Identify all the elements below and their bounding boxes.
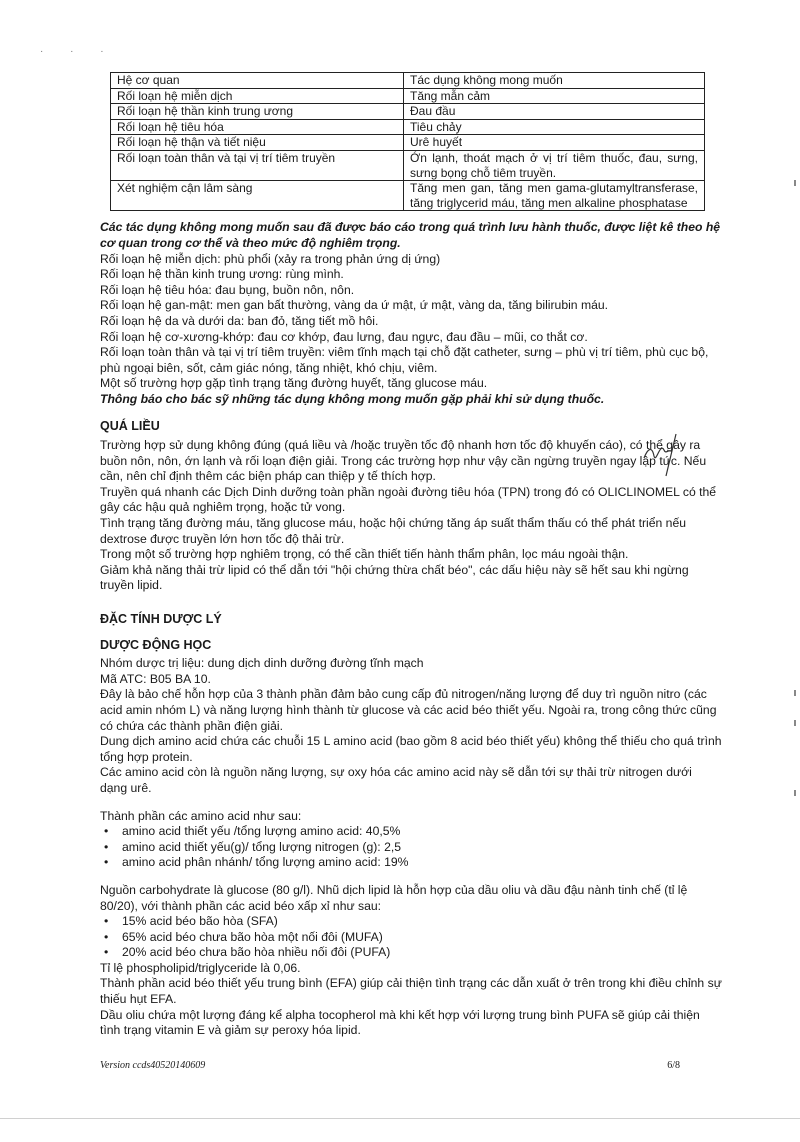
closing-paragraph: Tỉ lệ phospholipid/triglyceride là 0,06. <box>100 960 301 975</box>
side-effects-table <box>110 72 705 211</box>
table-row <box>111 88 705 104</box>
scan-speckles: · · · <box>40 46 116 57</box>
table-cell: Ớn lạnh, thoát mạch ở vị trí tiêm thuốc, đau, sưng, sưng bọng chỗ tiêm truyền. <box>404 150 705 180</box>
overdose-paragraph: Trường hợp sử dụng không đúng (quá liều và /hoặc truyền tốc độ nhanh hơn tốc độ khuyến cáo), có thể gây ra buồn nôn, nôn, ớn lạnh và rối loạn điện giải. Trong các trường hợp như vậy cần ngừng truyền ngay lập tức. Nếu cần, nên chỉ định thêm các biện pháp can thiệp y tế thích hợp. <box>100 438 707 484</box>
list-item: • 20% acid béo chưa bão hòa nhiều nối đôi (PUFA) <box>100 945 722 961</box>
pharmacology-heading: ĐẶC TÍNH DƯỢC LÝ <box>100 612 222 626</box>
scan-mark <box>794 180 796 186</box>
handwritten-signature-icon <box>636 428 696 478</box>
table-cell: Rối loạn hệ miễn dịch <box>111 88 404 104</box>
scan-edge-line <box>0 1118 800 1119</box>
list-item: Một số trường hợp gặp tình trạng tăng đường huyết, tăng glucose máu. <box>100 376 488 391</box>
list-item: • amino acid thiết yếu(g)/ tổng lượng nitrogen (g): 2,5 <box>100 840 722 856</box>
table-cell: Urê huyết <box>404 135 705 151</box>
list-item: Rối loạn hệ gan-mật: men gan bất thường, vàng da ứ mật, ứ mật, vàng da, tăng bilirubin máu. <box>100 298 609 313</box>
amino-intro: Thành phần các amino acid như sau: <box>100 808 302 823</box>
table-cell: Rối loạn hệ tiêu hóa <box>111 119 404 135</box>
amino-acid-list <box>100 824 722 871</box>
list-item: Rối loạn hệ tiêu hóa: đau bụng, buồn nôn, nôn. <box>100 282 355 297</box>
overdose-paragraph: Trong một số trường hợp nghiêm trọng, có thể cần thiết tiến hành thẩm phân, lọc máu ngoài thận. <box>100 547 629 562</box>
table-cell: Đau đầu <box>404 104 705 120</box>
table-row <box>111 104 705 120</box>
closing-paragraph: Thành phần acid béo thiết yếu trung bình (EFA) giúp cải thiện tình trạng các dẫn xuất ở trên trong khi điều chỉnh sự thiếu hụt EFA. <box>100 976 722 1007</box>
list-item: Rối loạn toàn thân và tại vị trí tiêm truyền: viêm tĩnh mạch tại chỗ đặt catheter, sưng – phù vị trí tiêm, phù cục bộ, phù ngoại biên, sốt, cảm giác nóng, tăng nhiệt, khó chịu, viêm. <box>100 345 709 375</box>
table-header-cell: Tác dụng không mong muốn <box>404 73 705 89</box>
table-header-row <box>111 73 705 89</box>
table-row <box>111 150 705 180</box>
page-number: 6/8 <box>667 1060 680 1071</box>
table-cell: Tăng men gan, tăng men gama-glutamyltransferase, tăng triglycerid máu, tăng men alkaline phosphatase <box>404 181 705 211</box>
list-item: Rối loạn hệ da và dưới da: ban đỏ, tăng tiết mồ hôi. <box>100 313 379 328</box>
scan-mark <box>794 690 796 696</box>
doctor-notice: Thông báo cho bác sỹ những tác dụng không mong muốn gặp phải khi sử dụng thuốc. <box>100 391 605 406</box>
list-item: • 15% acid béo bão hòa (SFA) <box>100 914 722 930</box>
page-footer <box>100 1060 680 1071</box>
post-marketing-intro: Các tác dụng không mong muốn sau đã được báo cáo trong quá trình lưu hành thuốc, được liệt kê theo hệ cơ quan trong cơ thể và theo mức độ nghiêm trọng. <box>100 220 721 250</box>
pharmacology-paragraph: Dung dịch amino acid chứa các chuỗi 15 L amino acid (bao gồm 8 acid béo thiết yếu) không thể thiếu cho quá trình tổng hợp protein. <box>100 734 722 764</box>
table-row <box>111 181 705 211</box>
scan-mark <box>794 790 796 796</box>
pharmacology-paragraph: Đây là bảo chế hỗn hợp của 3 thành phần đảm bảo cung cấp đủ nitrogen/năng lượng để duy trì nguồn nitro (các acid amin nhóm L) và năng lượng hình thành từ glucose và các acid béo thiết yếu. Ngoài ra, trong công thức cũng có chứa các thành phần điện giải. <box>100 687 717 733</box>
scan-mark <box>794 720 796 726</box>
list-item: • amino acid phân nhánh/ tổng lượng amino acid: 19% <box>100 855 722 871</box>
fatty-acid-list <box>100 914 722 961</box>
table-cell: Tăng mẫn cảm <box>404 88 705 104</box>
version-label: Version ccds40520140609 <box>100 1060 206 1071</box>
table-row <box>111 135 705 151</box>
overdose-paragraph: Truyền quá nhanh các Dịch Dinh dưỡng toàn phần ngoài đường tiêu hóa (TPN) trong đó có OLICLINOMEL có thể gây các hậu quả nghiêm trọng, hoặc tử vong. <box>100 484 717 515</box>
table-cell: Rối loạn toàn thân và tại vị trí tiêm truyền <box>111 150 404 180</box>
overdose-paragraph: Tình trạng tăng đường máu, tăng glucose máu, hoặc hội chứng tăng áp suất thẩm thấu có thể phát triển nếu dextrose được truyền lớn hơn tốc độ thải trừ. <box>100 516 686 546</box>
list-item: • 65% acid béo chưa bão hòa một nối đôi (MUFA) <box>100 930 722 946</box>
overdose-heading: QUÁ LIỀU <box>100 419 160 434</box>
table-cell: Rối loạn hệ thần kinh trung ương <box>111 104 404 120</box>
table-cell: Tiêu chảy <box>404 119 705 135</box>
table-cell: Rối loạn hệ thận và tiết niệu <box>111 135 404 151</box>
list-item: Rối loạn hệ thần kinh trung ương: rùng mình. <box>100 267 344 282</box>
list-item: • amino acid thiết yếu /tổng lượng amino acid: 40,5% <box>100 824 722 840</box>
pharmacology-paragraph: Mã ATC: B05 BA 10. <box>100 671 211 686</box>
carbohydrate-paragraph: Nguồn carbohydrate là glucose (80 g/l). Nhũ dịch lipid là hỗn hợp của dầu oliu và dầu đậu nành tinh chế (tỉ lệ 80/20), với thành phần các acid béo xấp xỉ như sau: <box>100 882 688 913</box>
pharmacology-paragraph: Nhóm dược trị liệu: dung dịch dinh dưỡng đường tĩnh mạch <box>100 656 424 671</box>
post-marketing-list <box>100 252 722 392</box>
table-cell: Xét nghiệm cận lâm sàng <box>111 181 404 211</box>
pharmacokinetics-subheading: DƯỢC ĐỘNG HỌC <box>100 637 212 652</box>
table-row <box>111 119 705 135</box>
closing-paragraph: Dầu oliu chứa một lượng đáng kể alpha tocopherol mà khi kết hợp với lượng trung bình PUFA sẽ giúp cải thiện tình trạng vitamin E và giảm sự peroxy hóa lipid. <box>100 1007 700 1038</box>
overdose-paragraph: Giảm khả năng thải trừ lipid có thể dẫn tới "hội chứng thừa chất béo", các dấu hiệu này sẽ hết sau khi ngừng truyền lipid. <box>100 562 689 593</box>
list-item: Rối loạn hệ cơ-xương-khớp: đau cơ khớp, đau lưng, đau ngực, đau đầu – mũi, co thắt cơ. <box>100 329 588 344</box>
table-header-cell: Hệ cơ quan <box>111 73 404 89</box>
pharmacology-paragraph: Các amino acid còn là nguồn năng lượng, sự oxy hóa các amino acid này sẽ dẫn tới sự thải trừ nitrogen dưới dạng urê. <box>100 765 692 795</box>
main-content <box>100 72 722 1039</box>
list-item: Rối loạn hệ miễn dịch: phù phổi (xảy ra trong phản ứng dị ứng) <box>100 251 441 266</box>
